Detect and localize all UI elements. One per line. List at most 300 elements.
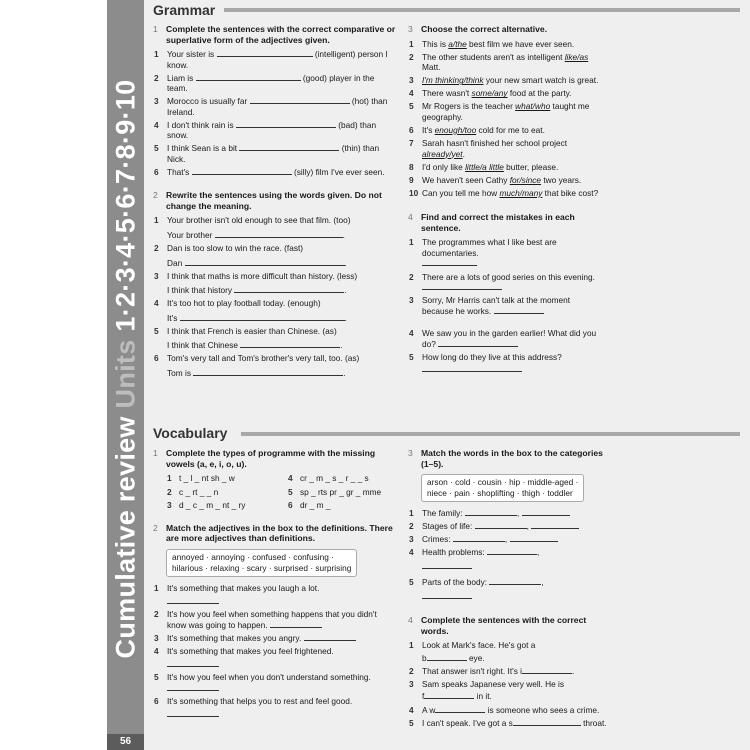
list-item [153,298,396,323]
item-number: 5 [154,143,159,154]
list-item [153,696,396,720]
list-item [153,96,396,117]
answer-blank[interactable] [193,368,343,376]
item-number: 2 [154,609,159,620]
alternatives[interactable]: already/yet [422,148,463,159]
list-item [408,547,608,571]
alternatives[interactable]: for/since [509,174,542,185]
item-number: 1 [409,237,414,248]
text: (intelligent) person I know. [167,49,388,70]
answer-blank[interactable] [422,591,472,599]
text: Sam speaks Japanese very well. He is [422,678,565,689]
list-item [153,243,396,268]
text: Morocco is usually far [167,96,248,107]
item-number: 10 [409,187,419,198]
text: Sarah hasn't finished her school project [422,138,568,149]
text: I think that Chinese [167,340,239,351]
item-text [167,96,396,117]
alternatives[interactable]: a/the [448,38,467,49]
text: Health problems: [422,547,485,558]
item-text [422,75,600,86]
item-text: It's too hot to play football today. (enough) It's . [167,298,396,323]
list-item [408,534,608,545]
answer-blank[interactable] [427,653,467,661]
grammar-ex4-instruction: Find and correct the mistakes in each sentence. [421,212,575,233]
list-item [408,101,600,122]
item-text [422,101,600,122]
text: b [422,652,427,663]
list-item [408,508,608,519]
vocabulary-title: Vocabulary [153,425,228,441]
item-text [422,125,600,136]
text: We haven't seen Cathy [422,174,510,185]
answer-blank[interactable] [489,577,541,585]
answer-blank[interactable] [217,49,313,57]
categories-word-box [421,474,584,502]
vocab-ex4 [408,615,608,728]
text: sp _ rts pr _ gr _ mme [300,486,382,497]
item-text [422,705,608,716]
item-number: 5 [154,325,159,336]
item-text [422,272,600,293]
item-number: 2 [409,51,414,62]
alternatives[interactable]: much/many [499,187,543,198]
text: It's something that makes you angry. [167,632,302,643]
answer-blank[interactable] [453,534,505,542]
answer-blank[interactable] [522,665,575,676]
text: There wasn't [422,88,472,99]
item-text: Health problems: , [422,547,608,571]
list-item [153,215,396,240]
item-number: 1 [409,508,414,518]
sidebar-title-main: Cumulative review [110,416,140,659]
answer-blank[interactable] [304,633,356,641]
item-number: 6 [288,500,293,510]
grammar-ex1 [153,24,396,177]
text: I can't speak. I've got a s [422,717,513,728]
list-item [153,326,396,351]
text: Look at Mark's face. He's got a [422,640,536,651]
text: best film we have ever seen. [466,38,575,49]
list-item [153,646,396,670]
item-text: Parts of the body: , [422,577,608,601]
text: (bad) than snow. [167,119,377,141]
item-number: 2 [409,271,414,282]
grammar-ex1-instruction: Complete the sentences with the correct comparative or superlative form of the adjectives given. [166,24,396,45]
vocab-ex2 [153,523,396,720]
list-item [408,272,600,293]
item-text [422,640,608,663]
vocab-ex3 [408,448,608,601]
text: (hot) than Ireland. [167,96,388,117]
list-item [166,473,287,484]
answer-blank[interactable] [180,313,345,321]
text: Your sister is [167,49,215,59]
text: annoyed · annoying · confused · confusing · [172,551,334,562]
list-item [408,39,600,50]
text: I'd only like [422,161,466,172]
item-number: 1 [409,640,414,651]
vocabulary-rule [241,432,740,436]
item-number: 3 [408,448,413,458]
item-number: 1 [154,49,159,59]
list-item [287,487,397,498]
item-text [167,672,396,693]
text: t _ l _ nt sh _ w [179,473,235,483]
answer-blank[interactable] [475,521,527,529]
text: two years. [541,174,582,185]
text: I don't think rain is [167,119,234,130]
item-number: 3 [409,75,414,86]
text: Parts of the body: [422,577,488,588]
answer-blank[interactable] [422,691,474,702]
grammar-rule [224,8,740,12]
item-text: Stages of life: , [422,521,608,532]
vocab-ex2-instruction: Match the adjectives in the box to the definitions. There are more adjectives than definitions. [166,522,393,543]
text: taught me geography. [422,101,590,122]
item-text [167,583,396,607]
text: The other students aren't as intelligent [422,51,565,62]
item-number: 4 [408,615,413,626]
text: It's how you feel when something happens that you didn't know was going to happen. [167,609,377,630]
text: The family: [422,508,463,518]
list-item [153,672,396,693]
item-text: I think that maths is more difficult than history. (less) I think that history . [167,271,396,296]
list-item [408,577,608,601]
item-text [422,237,600,269]
text: f [422,691,425,702]
text: arson · cold · cousin · hip · middle-aged · [427,477,579,487]
text: It's [422,124,435,135]
vocabulary-right-column [408,448,608,735]
list-item [408,295,600,325]
answer-blank[interactable] [185,258,345,266]
item-number: 2 [167,486,172,497]
item-number: 2 [153,522,158,533]
page-number: 56 [107,734,144,750]
item-number: 2 [154,72,159,83]
vowel-grid [166,473,396,511]
item-number: 3 [154,632,159,643]
text: Tom is [167,367,191,378]
list-item [153,271,396,296]
list-item [408,352,600,375]
answer-blank[interactable] [510,534,558,542]
list-item [408,162,600,173]
text: Crimes: [422,534,451,545]
alternatives[interactable]: like/as [564,51,589,62]
item-number: 5 [409,101,414,112]
sidebar-title-units: Units [110,331,140,417]
list-item [408,188,600,199]
vocab-ex1 [153,448,396,511]
text: d _ c _ m _ nt _ ry [179,500,246,510]
list-item [287,473,397,484]
text: . [572,665,575,676]
item-text [422,162,600,173]
text: This is [422,38,449,49]
text: It's something that makes you feel frightened. [167,645,334,656]
list-item [166,500,287,511]
answer-blank[interactable] [239,143,339,151]
vocab-ex3-instruction: Match the words in the box to the categories (1–5). [421,448,603,469]
item-text [422,352,600,375]
list-item [166,487,287,498]
item-number: 3 [154,270,159,281]
text: Sorry, Mr Harris can't talk at the moment because he works. [422,295,571,316]
text: Mr Rogers is the teacher [422,101,516,112]
text: It's too hot to play football today. (enough) [167,298,321,309]
item-number: 8 [409,161,414,172]
text: cold for me to eat. [476,124,545,135]
list-item [408,52,600,73]
item-number: 4 [409,328,414,339]
grammar-ex3-instruction: Choose the correct alternative. [421,24,548,34]
item-number: 4 [409,704,414,715]
list-item [153,583,396,607]
answer-blank[interactable] [192,167,292,175]
text: It's how you feel when you don't understand something. [167,672,371,683]
list-item [287,500,397,511]
item-text: Your brother isn't old enough to see that film. (too) Your brother . [167,215,396,240]
item-text [167,143,396,164]
list-item [408,679,608,702]
item-number: 5 [288,486,293,497]
text: That's [167,166,190,177]
list-item [408,237,600,269]
answer-blank[interactable] [438,339,518,347]
list-item [153,633,396,644]
item-number: 2 [409,521,414,532]
item-number: 4 [154,298,159,309]
grammar-ex2 [153,190,396,378]
list-item [408,88,600,99]
item-number: 9 [409,174,414,185]
answer-blank[interactable] [167,683,219,691]
text: (silly) film I've ever seen. [293,166,385,177]
item-text [422,138,600,159]
answer-blank[interactable] [167,709,219,717]
item-number: 4 [288,473,293,483]
text: It's something that helps you to rest and feel good. [167,695,353,706]
answer-blank[interactable] [422,364,522,372]
text: niece · pain · shoplifting · thigh · toddler [427,488,573,498]
item-number: 5 [409,577,414,588]
text: Tom's very tall and Tom's brother's very tall, too. (as) [167,353,360,364]
item-number: 1 [154,582,159,593]
text: Matt. [422,62,441,73]
text: your new smart watch is great. [483,75,599,86]
item-text [422,295,600,325]
answer-blank[interactable] [215,230,343,238]
list-item [153,609,396,630]
item-text [167,167,396,178]
text: That answer isn't right. It's i [422,665,523,676]
answer-blank[interactable] [494,306,544,314]
item-number: 4 [154,645,159,656]
text: c _ rt _ _ n [179,486,219,497]
list-item [408,718,608,729]
text: I think that history [167,285,233,296]
list-item [408,175,600,186]
grammar-ex2-instruction: Rewrite the sentences using the words given. Do not change the meaning. [166,190,382,211]
answer-blank[interactable] [270,620,322,628]
item-number: 3 [167,500,172,510]
text: A w [422,704,436,715]
text: is someone who sees a crime. [487,704,600,715]
item-number: 6 [409,124,414,135]
item-text [167,646,396,670]
item-text [422,88,600,99]
text: eye. [468,652,485,663]
item-number: 6 [154,695,159,706]
item-number: 2 [153,190,158,201]
list-item [408,640,608,663]
item-text [422,188,600,199]
item-text [422,328,600,349]
vocab-ex1-instruction: Complete the types of programme with the missing vowels (a, e, i, o, u). [166,448,376,469]
item-number: 6 [154,166,159,177]
vocab-ex4-instruction: Complete the sentences with the correct words. [421,615,587,636]
sidebar-title-numbers: 1·2·3·4·5·6·7·8·9·10 [110,79,140,332]
answer-blank[interactable] [422,282,502,290]
answer-blank[interactable] [234,285,344,293]
item-text [167,609,396,630]
text: throat. [583,717,607,728]
answer-blank[interactable] [435,705,485,713]
item-text [422,175,600,186]
item-number: 5 [409,351,414,362]
alternatives[interactable]: what/who [515,101,551,112]
item-text: I think that French is easier than Chinese. (as) I think that Chinese . [167,326,396,351]
text: dr _ m _ [300,500,331,510]
item-number: 3 [409,534,414,545]
text: We saw you in the garden earlier! What did you do? [422,328,597,349]
text: How long do they live at this address? [422,351,562,362]
text: The programmes what I like best are documentaries. [422,237,557,258]
adjectives-word-box [166,549,357,577]
item-number: 1 [409,38,414,49]
item-text: Tom's very tall and Tom's brother's very tall, too. (as) Tom is . [167,353,396,378]
item-number: 3 [408,24,413,34]
item-number: 4 [154,119,159,130]
item-text [422,679,608,702]
text: I think that French is easier than Chinese. (as) [167,325,337,336]
item-text [167,73,396,94]
answer-blank[interactable] [250,96,350,104]
item-number: 5 [409,717,414,728]
alternatives[interactable]: little/a little [465,161,504,172]
text: Dan is too slow to win the race. (fast) [167,243,304,254]
item-text: Dan is too slow to win the race. (fast) Dan . [167,243,396,268]
answer-blank[interactable] [167,659,219,667]
text: Your brother [167,229,213,240]
alternatives[interactable]: some/any [471,88,508,99]
item-text [167,696,396,720]
text: There are a lots of good series on this evening. [422,271,595,282]
item-text: The family: , [422,508,608,519]
vocabulary-left-column [153,448,396,727]
text: (good) player in the team. [167,72,375,94]
grammar-left-column [153,24,396,385]
answer-blank[interactable] [522,508,570,516]
text: Dan [167,257,183,268]
item-number: 4 [408,212,413,223]
item-text: Crimes: , [422,534,608,545]
answer-blank[interactable] [236,120,336,128]
answer-blank[interactable] [422,561,472,569]
item-number: 6 [154,353,159,364]
alternatives[interactable]: enough/too [434,124,477,135]
grammar-title: Grammar [153,2,216,18]
item-number: 3 [154,96,159,107]
content-area [144,0,750,750]
item-number: 4 [409,88,414,99]
item-number: 1 [153,448,158,458]
item-text [167,49,396,70]
list-item [408,521,608,532]
text: It's [167,312,178,323]
item-text [422,666,608,677]
text: cr _ m _ s _ r _ _ s [300,473,369,483]
list-item [153,73,396,94]
item-number: 2 [154,243,159,254]
text: It's something that makes you laugh a lot. [167,582,320,593]
alternatives[interactable]: I'm thinking/think [422,75,484,86]
item-text [422,718,608,729]
list-item [408,138,600,159]
list-item [408,75,600,86]
item-number: 7 [409,138,414,149]
list-item [153,353,396,378]
list-item [153,143,396,164]
sidebar-title [107,0,144,738]
list-item [408,328,600,349]
list-item [408,666,608,677]
answer-blank[interactable] [196,73,301,81]
text: food at the party. [507,88,572,99]
list-item [153,120,396,141]
item-number: 3 [409,295,414,306]
list-item [408,705,608,716]
text: that bike cost? [542,187,599,198]
text: I think that maths is more difficult than history. (less) [167,270,358,281]
grammar-ex4 [408,212,600,374]
text: butter, please. [503,161,559,172]
grammar-ex3 [408,24,600,198]
answer-blank[interactable] [465,508,517,516]
text: Your brother isn't old enough to see that film. (too) [167,215,351,226]
answer-blank[interactable] [422,258,477,266]
answer-blank[interactable] [513,718,581,726]
text: . [462,148,465,159]
text: hilarious · relaxing · scary · surprised · surprising [172,562,352,573]
text: Can you tell me how [422,187,500,198]
answer-blank[interactable] [531,521,579,529]
item-text [167,120,396,141]
item-text [422,52,600,73]
item-number: 1 [154,215,159,226]
text: I think Sean is a bit [167,143,238,154]
text: in it. [476,691,492,702]
item-number: 3 [409,678,414,689]
answer-blank[interactable] [167,596,219,604]
text: Liam is [167,72,194,83]
answer-blank[interactable] [487,547,537,555]
answer-blank[interactable] [240,340,340,348]
item-number: 4 [409,547,414,558]
item-text [167,633,396,644]
